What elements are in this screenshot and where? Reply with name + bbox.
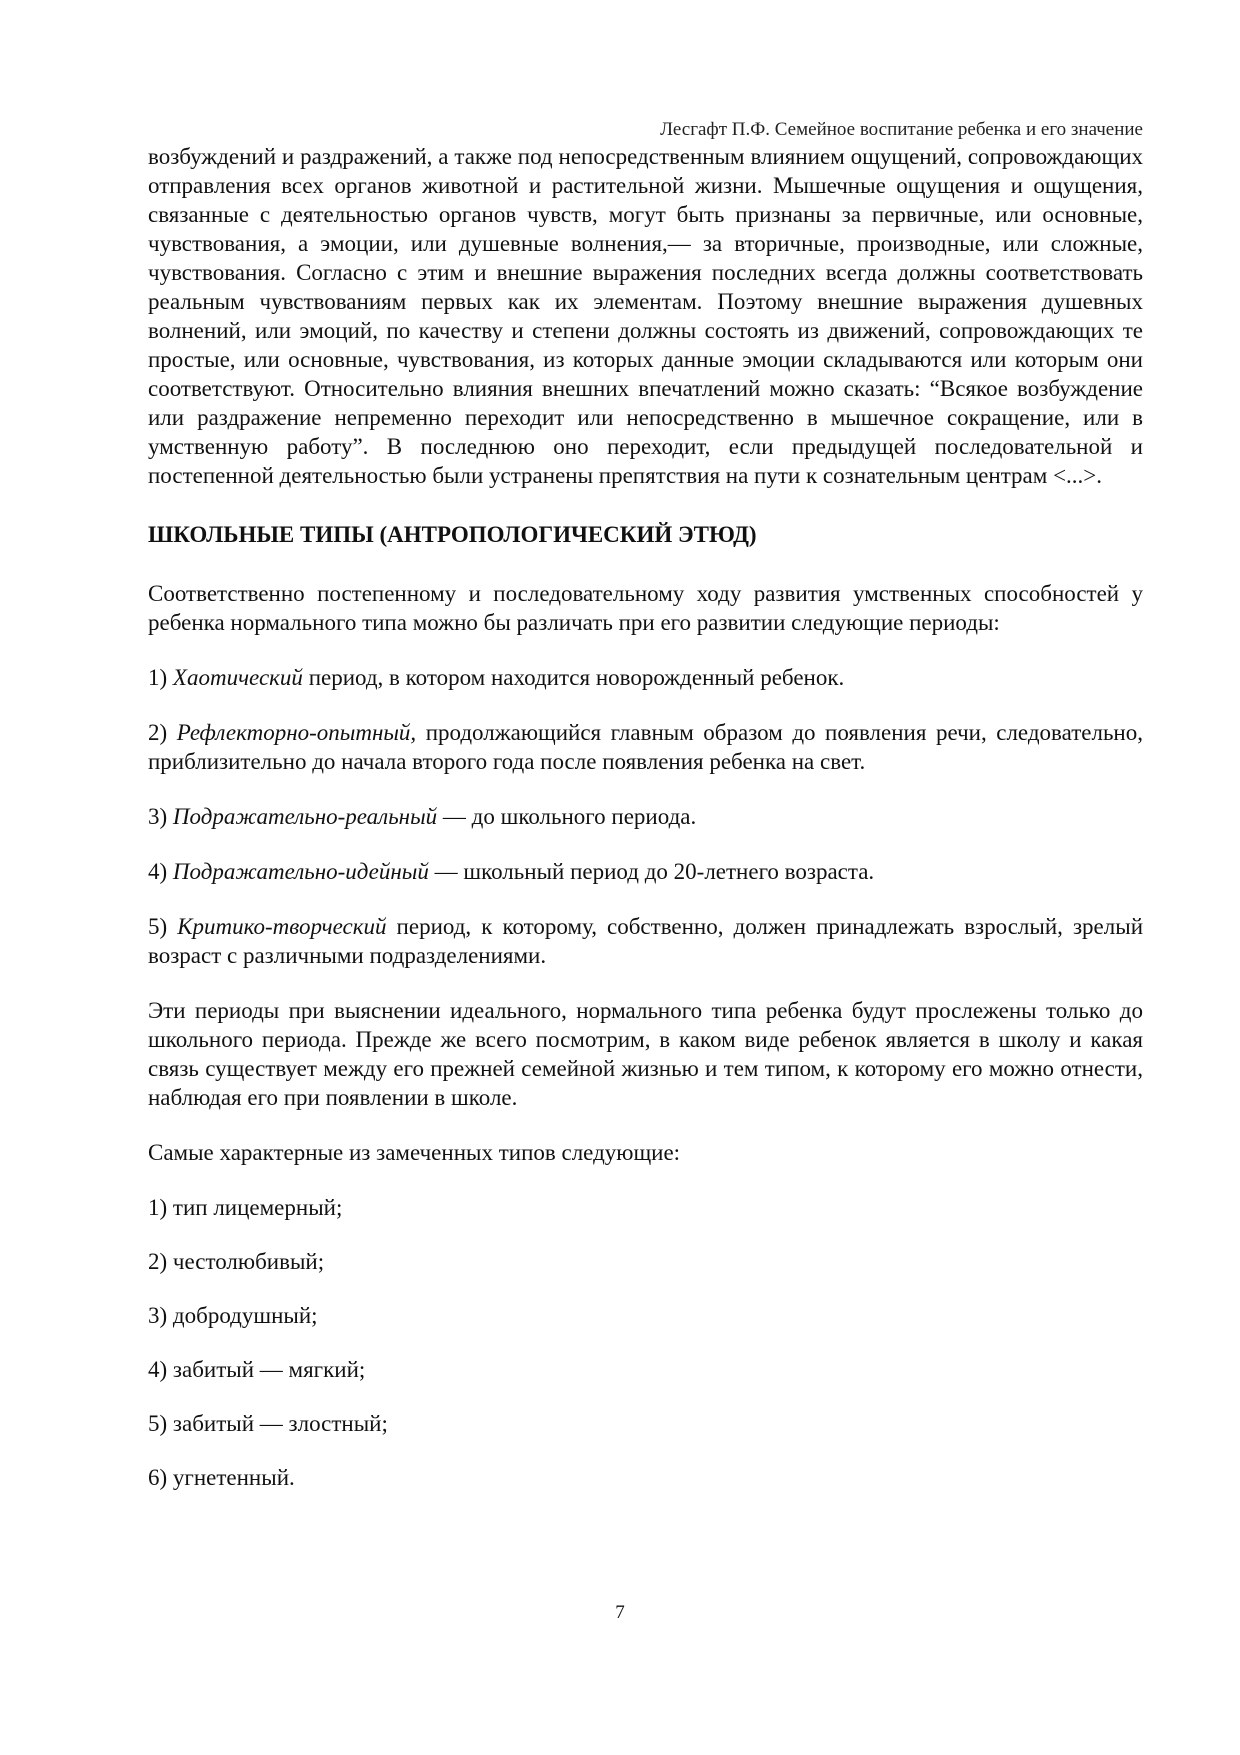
period-term: Подражательно-идейный — [172, 859, 429, 884]
period-item — [148, 802, 1143, 831]
paragraph-types-intro: Самые характерные из замеченных типов следующие: — [148, 1140, 681, 1165]
paragraph-intro: Соответственно постепенному и последовательному ходу развития умственных способностей у ребенка нормального типа можно бы различать при его развитии следующие периоды: — [148, 581, 1143, 635]
type-item: 2) честолюбивый; — [148, 1249, 325, 1274]
period-item — [148, 912, 1143, 970]
period-item — [148, 718, 1143, 776]
period-description: — школьный период до 20-летнего возраста. — [428, 859, 875, 884]
type-item: 4) забитый — мягкий; — [148, 1357, 366, 1382]
period-description: период, в котором находится новорожденный ребенок. — [302, 665, 845, 690]
type-item: 1) тип лицемерный; — [148, 1195, 343, 1220]
page-content — [148, 142, 1143, 1517]
period-term: Критико-творческий — [177, 914, 387, 939]
period-number: 4) — [148, 859, 168, 884]
period-number: 1) — [148, 665, 168, 690]
section-title: ШКОЛЬНЫЕ ТИПЫ (АНТРОПОЛОГИЧЕСКИЙ ЭТЮД) — [148, 522, 757, 547]
period-term: Хаотический — [172, 665, 303, 690]
period-number: 5) — [148, 914, 168, 939]
period-term: Подражательно-реальный — [172, 804, 438, 829]
period-number: 3) — [148, 804, 168, 829]
period-description: продолжающийся главным образом до появления речи, следовательно, приблизительно до начала второго года после появления ребенка на свет. — [148, 720, 1143, 774]
period-item — [148, 663, 1143, 692]
period-number: 2) — [148, 720, 168, 745]
period-description: — до школьного периода. — [437, 804, 697, 829]
type-item: 5) забитый — злостный; — [148, 1411, 388, 1436]
paragraph-continuation: возбуждений и раздражений, а также под непосредственным влиянием ощущений, сопровождающих отправления всех органов животной и растительной жизни. Мышечные ощущения и ощущения, связанные с деятельностью органов чувств, могут быть признаны за первичные, или основные, чувствования, а эмоции, или душевные волнения,— за вторичные, производные, или сложные, чувствования. Согласно с этим и внешние выражения последних всегда должны соответствовать реальным чувствованиям первых как их элементам. Поэтому внешние выражения душевных волнений, или эмоций, по качеству и степени должны состоять из движений, сопровождающих те простые, или основные, чувствования, из которых данные эмоции складываются или которым они соответствуют. Относительно влияния внешних впечатлений можно сказать: “Всякое возбуждение или раздражение непременно переходит или непосредственно в мышечное сокращение, или в умственную работу”. В последнюю оно переходит, если предыдущей последовательной и постепенной деятельностью были устранены препятствия на пути к сознательным центрам <...>. — [148, 144, 1143, 488]
period-item — [148, 857, 1143, 886]
paragraph-after-periods: Эти периоды при выяснении идеального, нормального типа ребенка будут прослежены только до школьного периода. Прежде же всего посмотрим, в каком виде ребенок является в школу и какая связь существует между его прежней семейной жизнью и тем типом, к которому его можно отнести, наблюдая его при появлении в школе. — [148, 998, 1143, 1110]
type-item: 6) угнетенный. — [148, 1465, 295, 1490]
page-number: 7 — [615, 1602, 625, 1623]
period-term: Рефлекторно-опытный, — [176, 720, 417, 745]
period-description: период, к которому, собственно, должен принадлежать взрослый, зрелый возраст с различными подразделениями. — [148, 914, 1144, 968]
running-header: Лесгафт П.Ф. Семейное воспитание ребенка и его значение — [660, 119, 1143, 140]
type-item: 3) добродушный; — [148, 1303, 318, 1328]
